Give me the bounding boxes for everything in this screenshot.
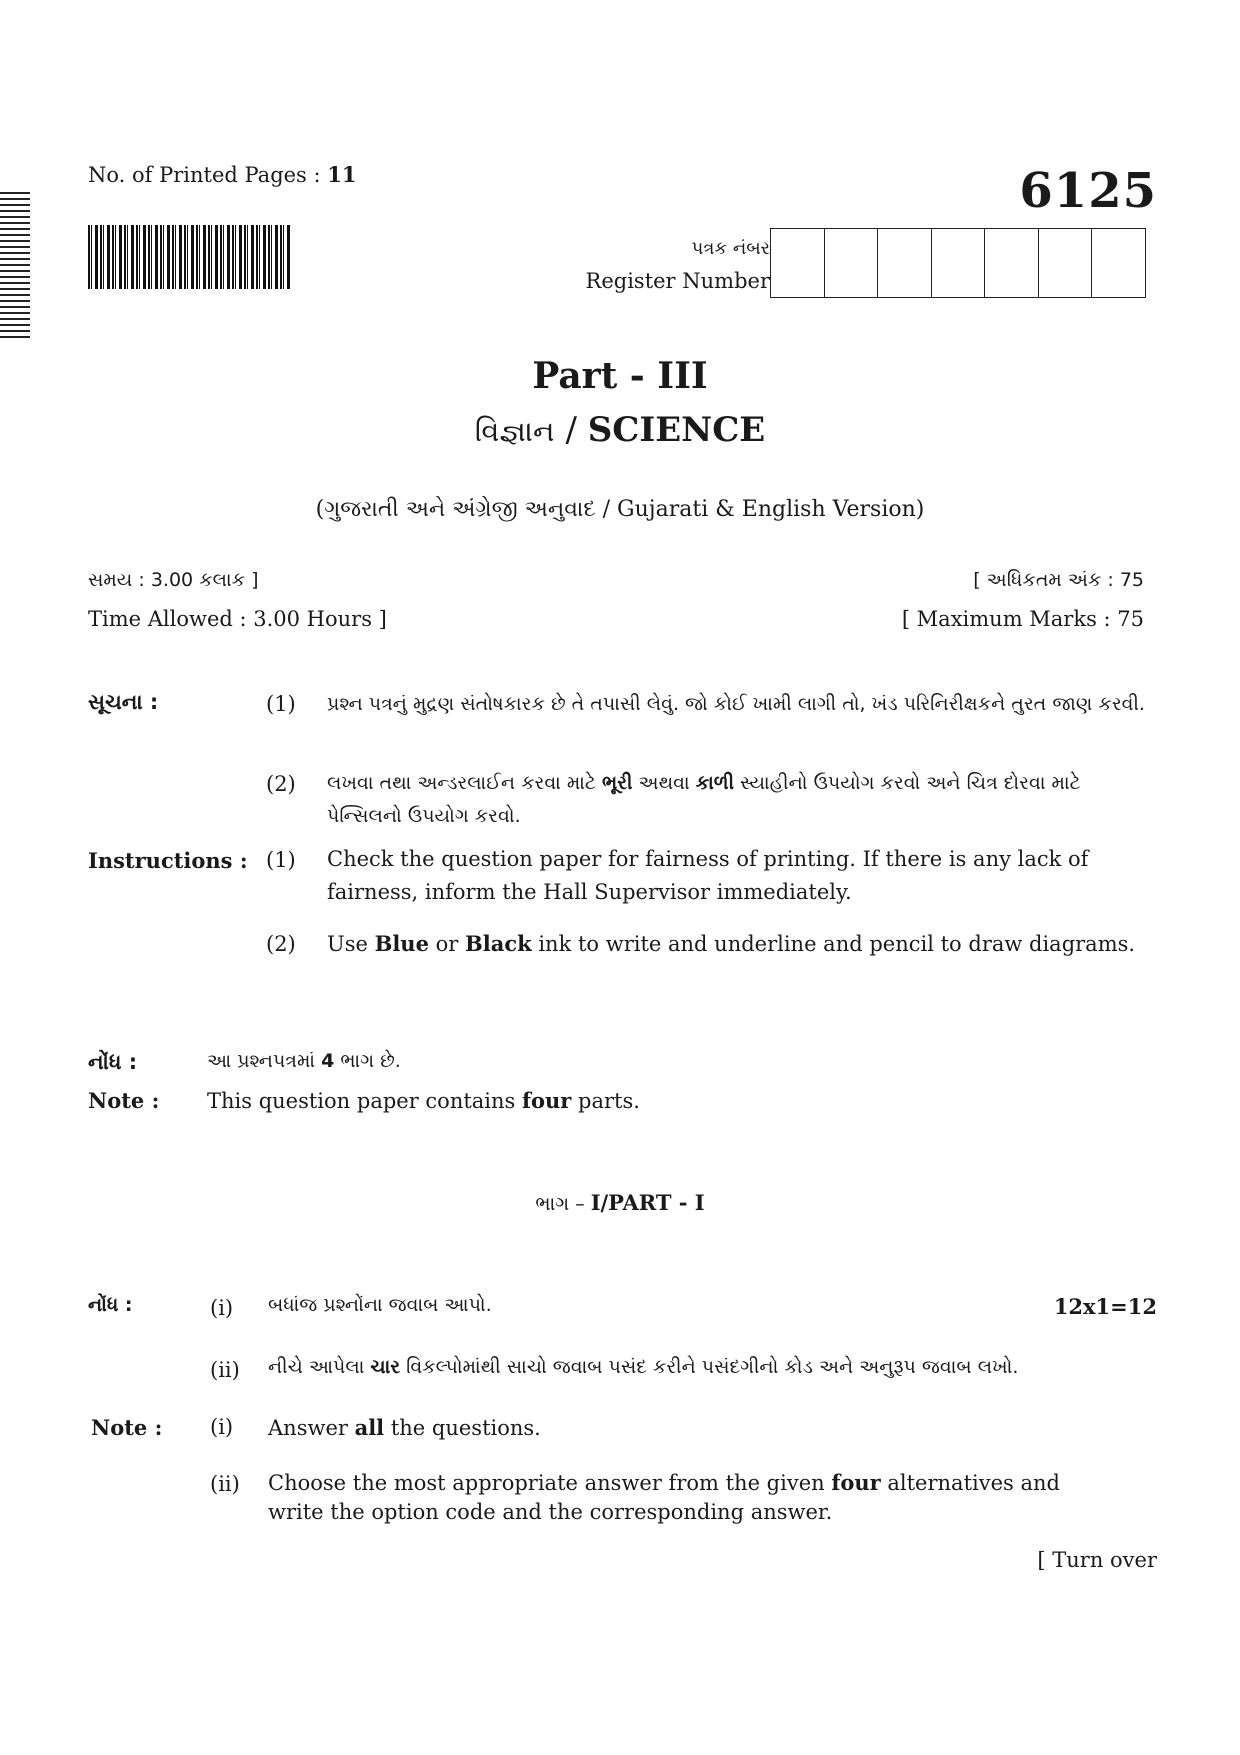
meta-row-english (88, 607, 1144, 631)
part1-gu-1: બધાંજ પ્રશ્નોંના જવાબ આપો. (268, 1294, 492, 1316)
register-number-boxes (770, 228, 1146, 298)
version-line: (ગુજરાતી અને અંગ્રેજી અનુવાદ / Gujarati & English Version) (315, 497, 925, 522)
register-digit-box[interactable] (877, 229, 931, 297)
register-digit-box[interactable] (824, 229, 878, 297)
part1-gu-2-num: (ii) (210, 1358, 240, 1382)
time-allowed: Time Allowed : 3.00 Hours ] (88, 607, 387, 631)
instruction-gu-1: પ્રશ્ન પત્રનું મુદ્રણ સંતોષકારક છે તે તપાસી લેવું. જો કોઈ ખામી લાગી તો, ખંડ પરિનિરીક્ષકને તુરત જાણ કરવી. (327, 693, 1145, 715)
maximum-marks: [ Maximum Marks : 75 (901, 607, 1144, 631)
edge-registration-marks (0, 192, 30, 342)
part1-en-2: Choose the most appropriate answer from the given four alternatives and write the option code and the corresponding answer. (268, 1470, 1060, 1524)
register-digit-box[interactable] (771, 229, 824, 297)
part1-heading: ભાગ – I/PART - I (535, 1190, 705, 1215)
note-gu-label: નોંધ : (88, 1050, 138, 1074)
note-en-label: Note : (88, 1088, 160, 1113)
subject-title: વિજ્ઞાન / SCIENCE (474, 410, 766, 450)
meta-row-gujarati: સમય : 3.00 કલાક ] [ અધિકતમ અંક : 75 (88, 569, 1144, 591)
part1-note-gu-label: નોંધ : (88, 1294, 133, 1316)
part1-gu-1-num: (i) (210, 1296, 234, 1320)
part1-en-2-num: (ii) (210, 1472, 240, 1496)
part-title: Part - III (532, 355, 708, 397)
note-gu-text: આ પ્રશ્નપત્રમાં 4 ભાગ છે. (207, 1050, 401, 1072)
instructions-gu-label: સૂચના : (88, 690, 159, 714)
instructions-en-label: Instructions : (88, 848, 248, 873)
register-digit-box[interactable] (1038, 229, 1092, 297)
part1-gu-2: નીચે આપેલા ચાર વિકલ્પોમાંથી સાચો જવાબ પસંદ કરીને પસંદગીનો કોડ અને અનુરૂપ જવાબ લખો. (268, 1356, 1019, 1378)
part1-marks: 12x1=12 (1053, 1294, 1157, 1319)
instruction-gu-2: લખવા તથા અન્ડરલાઈન કરવા માટે ભૂરી અથવા કાળી સ્યાહીનો ઉપયોગ કરવો અને ચિત્ર દોરવા માટે પેન્સિલનો ઉપયોગ કરવો. (327, 772, 1081, 827)
note-en-text: This question paper contains four parts. (207, 1088, 640, 1113)
part1-en-1-num: (i) (210, 1415, 234, 1439)
instruction-gu-2-num: (2) (266, 772, 296, 796)
instruction-en-2: Use Blue or Black ink to write and underline and pencil to draw diagrams. (327, 931, 1136, 956)
instruction-en-1: Check the question paper for fairness of printing. If there is any lack of fairness, inform the Hall Supervisor immediately. (327, 847, 1089, 904)
turn-over: [ Turn over (1037, 1548, 1157, 1572)
part1-note-en-label: Note : (91, 1415, 163, 1440)
register-digit-box[interactable] (1091, 229, 1145, 297)
barcode (88, 225, 290, 289)
register-digit-box[interactable] (931, 229, 985, 297)
paper-code: 6125 (1019, 163, 1157, 219)
register-number-label: પત્રક નંબર Register Number (585, 238, 770, 293)
instruction-en-1-num: (1) (266, 848, 296, 872)
part1-en-1: Answer all the questions. (268, 1415, 541, 1440)
printed-pages: No. of Printed Pages : 11 (88, 162, 357, 187)
instruction-gu-1-num: (1) (266, 692, 296, 716)
instruction-en-2-num: (2) (266, 932, 296, 956)
register-digit-box[interactable] (984, 229, 1038, 297)
